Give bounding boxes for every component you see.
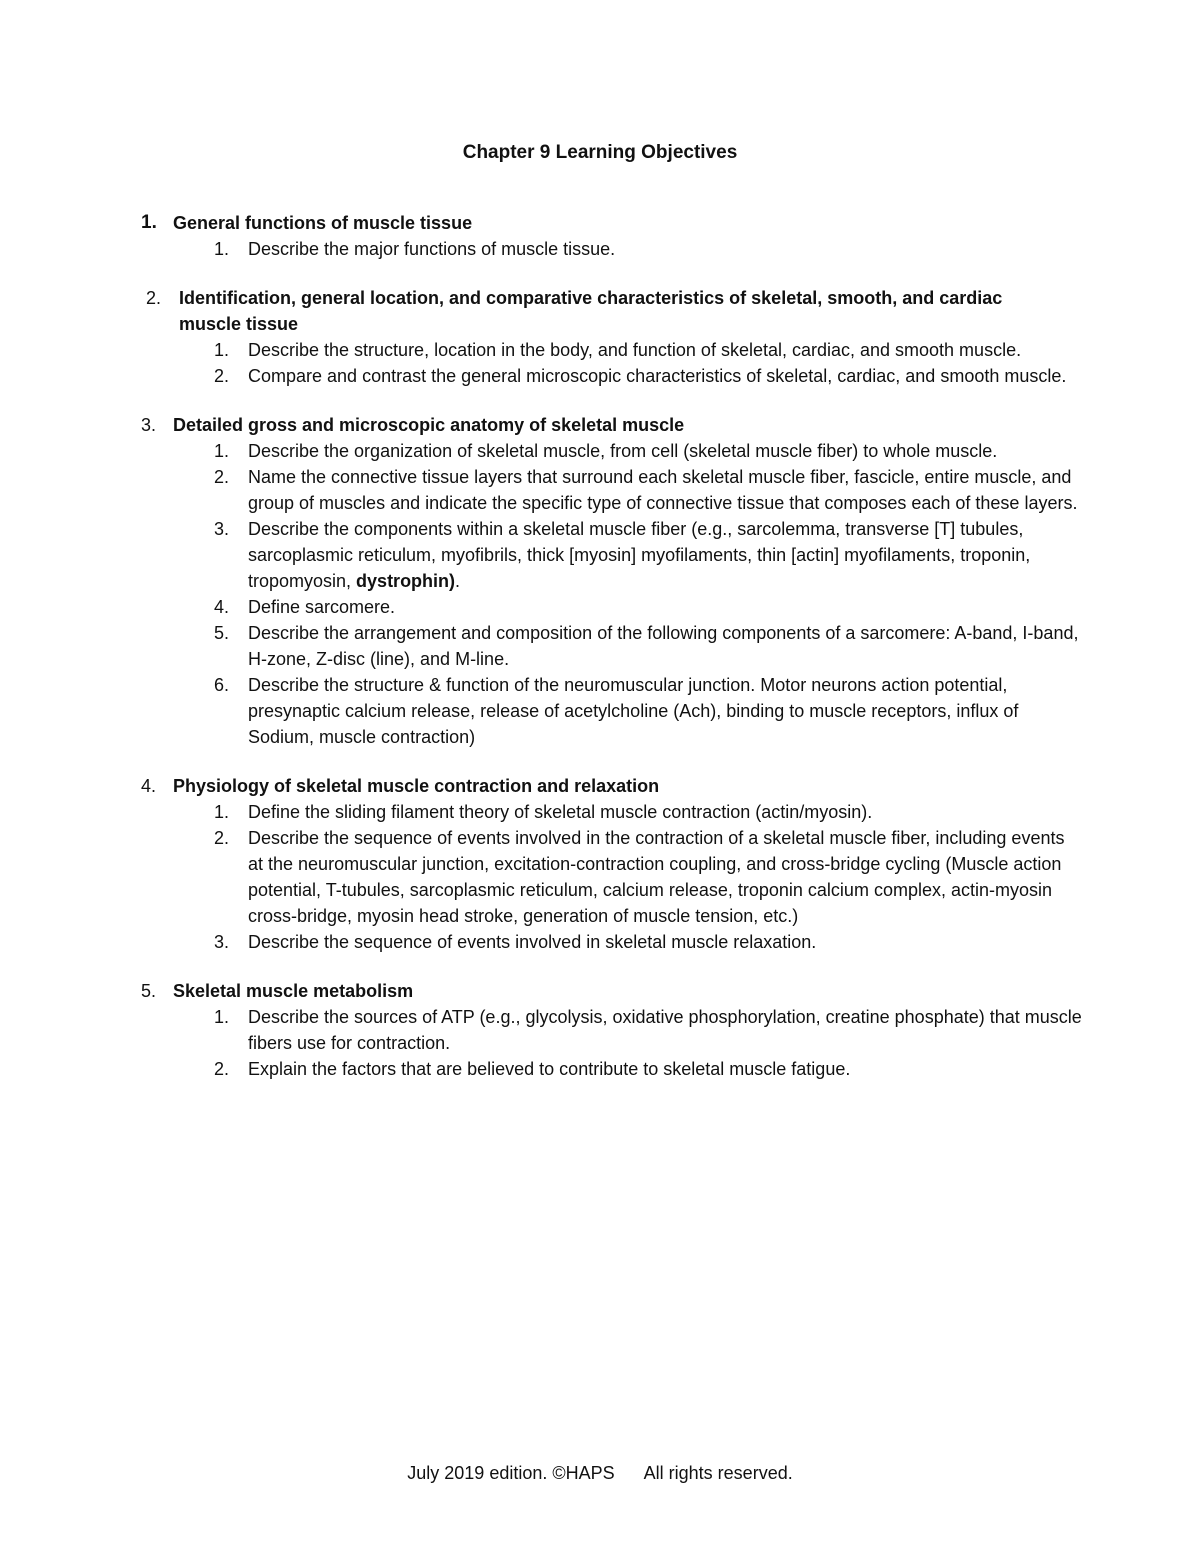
section-3 xyxy=(0,412,1200,750)
objective-text: Name the connective tissue layers that surround each skeletal muscle fiber, fascicle, entire muscle, and group of muscles and indicate the specific type of connective tissue that composes each of these layers. xyxy=(248,467,1078,513)
objectives-outline xyxy=(0,210,1200,1105)
objective-list xyxy=(0,799,1200,955)
objective-item xyxy=(0,337,1084,363)
objective-item xyxy=(0,438,1084,464)
objective-list xyxy=(0,337,1200,389)
section-number: 2. xyxy=(146,288,162,308)
objective-text: Describe the sequence of events involved in skeletal muscle relaxation. xyxy=(248,932,817,952)
objective-item xyxy=(0,464,1084,516)
section-number: 3. xyxy=(141,415,157,435)
page-title: Chapter 9 Learning Objectives xyxy=(462,142,738,163)
section-5 xyxy=(0,978,1200,1082)
objective-number: 1. xyxy=(214,340,230,360)
objective-text: Define sarcomere. xyxy=(248,597,396,617)
objective-number: 4. xyxy=(214,597,230,617)
objective-item xyxy=(0,594,1084,620)
objective-item xyxy=(0,1056,1084,1082)
section-number: 4. xyxy=(141,776,157,796)
objective-text: Compare and contrast the general microscopic characteristics of skeletal, cardiac, and smooth muscle. xyxy=(248,366,1067,386)
objective-text: Define the sliding filament theory of skeletal muscle contraction (actin/myosin). xyxy=(248,802,873,822)
page-footer: July 2019 edition. ©HAPS All rights reserved. xyxy=(407,1463,793,1483)
objective-text: Describe the structure & function of the neuromuscular junction. Motor neurons action potential, presynaptic calcium release, release of acetylcholine (Ach), binding to muscle receptors, influx of Sodium, muscle contraction) xyxy=(248,675,1019,747)
objective-number: 3. xyxy=(214,519,230,539)
objective-number: 2. xyxy=(214,1059,230,1079)
section-title: Identification, general location, and comparative characteristics of skeletal, smooth, and cardiac muscle tissue xyxy=(179,288,1003,334)
objective-item xyxy=(0,672,1084,750)
objective-bold-term: dystrophin) xyxy=(356,571,456,591)
section-2 xyxy=(0,285,1200,389)
objective-item xyxy=(0,363,1084,389)
section-4 xyxy=(0,773,1200,955)
section-number: 5. xyxy=(141,981,157,1001)
objective-number: 1. xyxy=(214,1007,230,1027)
objective-item xyxy=(0,1004,1084,1056)
objective-text-end: . xyxy=(455,571,461,591)
objective-item xyxy=(0,929,1084,955)
objective-text: Describe the major functions of muscle tissue. xyxy=(248,239,616,259)
objective-number: 2. xyxy=(214,828,230,848)
objective-number: 5. xyxy=(214,623,230,643)
section-number: 1. xyxy=(141,212,157,233)
section-title: Physiology of skeletal muscle contraction and relaxation xyxy=(173,776,660,796)
objective-text: Describe the organization of skeletal muscle, from cell (skeletal muscle fiber) to whole muscle. xyxy=(248,441,998,461)
objective-text: Describe the sources of ATP (e.g., glycolysis, oxidative phosphorylation, creatine phosphate) that muscle fibers use for contraction. xyxy=(248,1007,1082,1053)
section-1 xyxy=(0,210,1200,262)
objective-list xyxy=(0,1004,1200,1082)
objective-number: 1. xyxy=(214,239,230,259)
objective-item xyxy=(0,825,1084,929)
objective-number: 2. xyxy=(214,467,230,487)
objective-number: 6. xyxy=(214,675,230,695)
section-title: Detailed gross and microscopic anatomy of skeletal muscle xyxy=(173,415,685,435)
objective-item xyxy=(0,236,1084,262)
objective-text: Describe the structure, location in the body, and function of skeletal, cardiac, and smooth muscle. xyxy=(248,340,1022,360)
objective-list xyxy=(0,438,1200,750)
section-title: General functions of muscle tissue xyxy=(173,213,473,233)
objective-text: Describe the sequence of events involved in the contraction of a skeletal muscle fiber, including events at the neuromuscular junction, excitation-contraction coupling, and cross-bridge cycling (Muscle action potential, T-tubules, sarcoplasmic reticulum, calcium release, troponin calcium complex, actin-myosin cross-bridge, myosin head stroke, generation of muscle tension, etc.) xyxy=(248,828,1065,926)
objective-item xyxy=(0,516,1084,594)
objective-item xyxy=(0,620,1084,672)
objective-text: Describe the components within a skeletal muscle fiber (e.g., sarcolemma, transverse [T] tubules, sarcoplasmic reticulum, myofibrils, thick [myosin] myofilaments, thin [actin] myofilaments, troponin, tropomyosin, xyxy=(248,519,1031,591)
objective-text: Describe the arrangement and composition of the following components of a sarcomere: A-band, I-band, H-zone, Z-disc (line), and M-line. xyxy=(248,623,1079,669)
objective-item xyxy=(0,799,1084,825)
objective-number: 1. xyxy=(214,802,230,822)
objective-text: Explain the factors that are believed to contribute to skeletal muscle fatigue. xyxy=(248,1059,851,1079)
objective-number: 1. xyxy=(214,441,230,461)
objective-list xyxy=(0,236,1200,262)
objective-number: 3. xyxy=(214,932,230,952)
objective-number: 2. xyxy=(214,366,230,386)
section-title: Skeletal muscle metabolism xyxy=(173,981,414,1001)
